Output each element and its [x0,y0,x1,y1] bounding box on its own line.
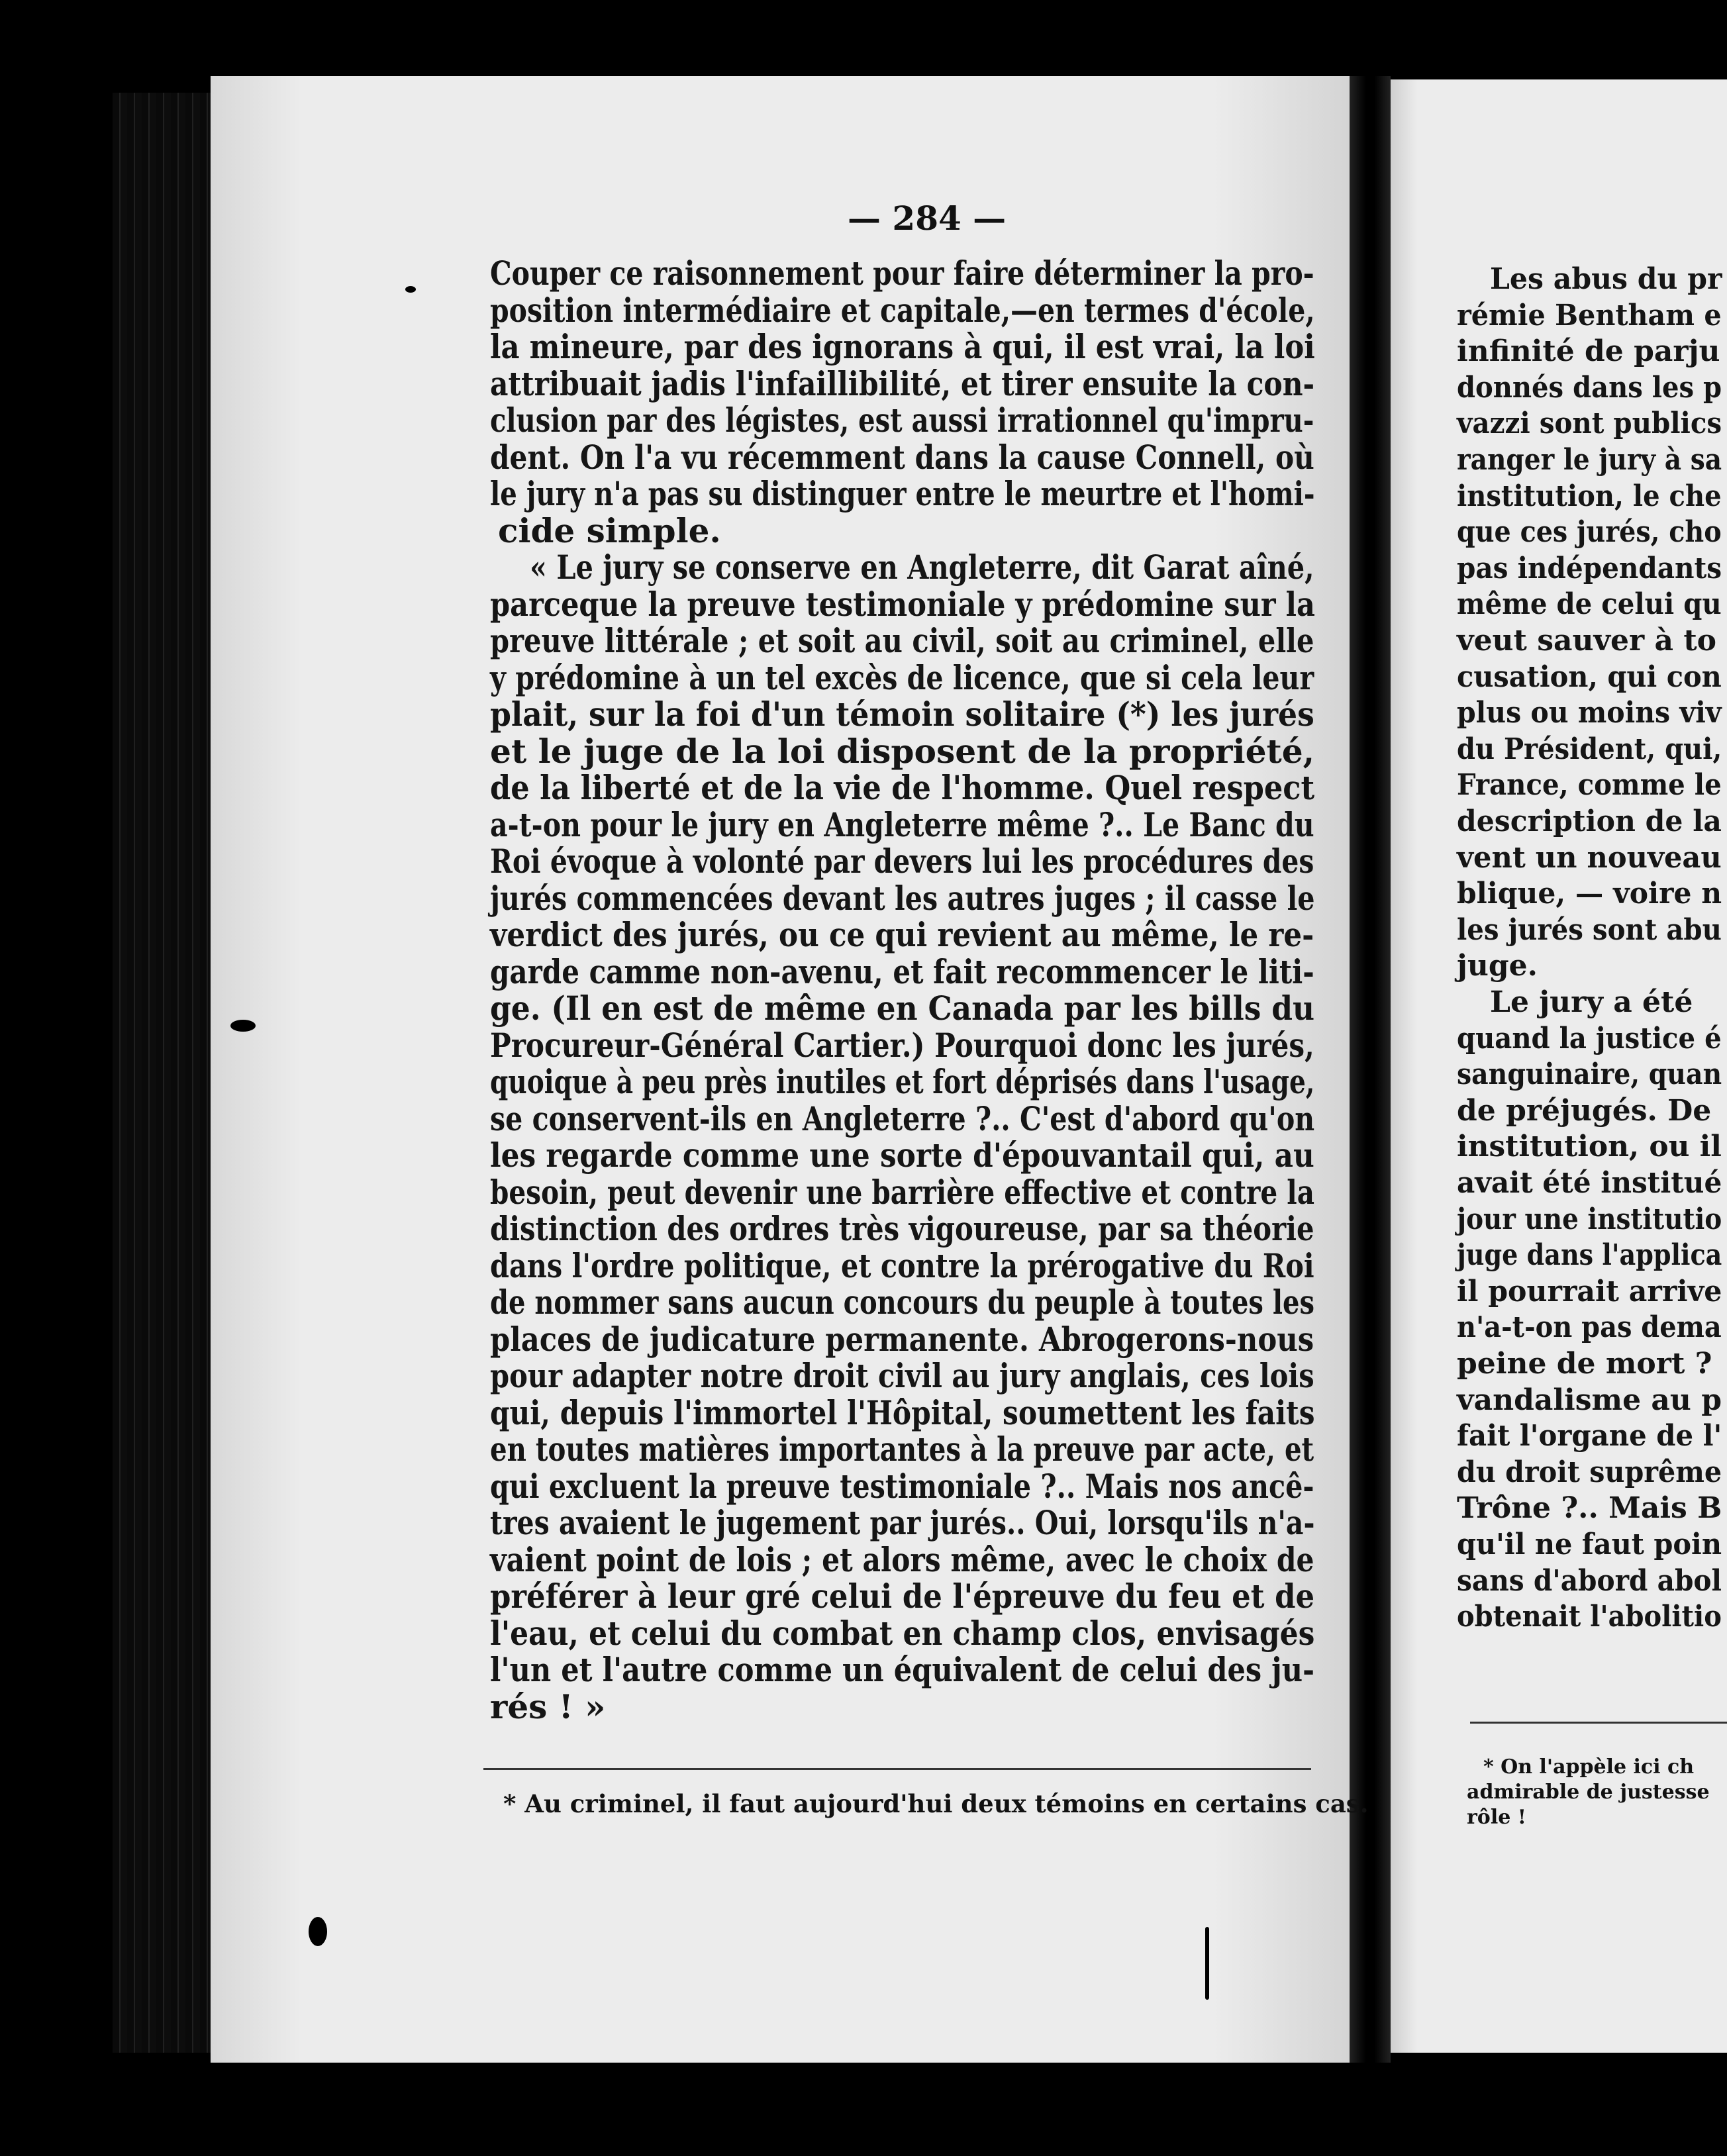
footnote-rule [483,1768,1311,1770]
text-line: Roi évoque à volonté par devers lui les procédures des [490,842,1314,881]
text-line: en toutes matières importantes à la preuve par acte, et [490,1430,1314,1469]
right-text-line: obtenait l'abolitio [1457,1600,1722,1634]
right-text-line: sanguinaire, quan [1457,1057,1722,1092]
text-line: a-t-on pour le jury en Angleterre même ?.. Le Banc du [490,805,1314,844]
right-text-line: du droit suprême [1457,1455,1722,1489]
text-line: tres avaient le jugement par jurés.. Oui, lorsqu'ils n'a- [490,1503,1315,1542]
text-line: « Le jury se conserve en Angleterre, dit Garat aîné, [530,548,1314,587]
text-line: se conservent-ils en Angleterre ?.. C'est d'abord qu'on [490,1099,1315,1138]
text-line: cide simple. [498,511,721,550]
text-line: la mineure, par des ignorans à qui, il est vrai, la loi [490,327,1315,366]
text-line: l'un et l'autre comme un équivalent de celui des ju- [490,1650,1314,1689]
right-text-line: fait l'organe de l' [1457,1419,1722,1453]
text-line: places de judicature permanente. Abrogerons-nous [490,1319,1314,1359]
right-text-line: peine de mort ? [1457,1347,1712,1381]
right-text-line: France, comme le [1457,768,1722,803]
footnote: * Au criminel, il faut aujourd'hui deux témoins en certains cas. [503,1789,1369,1818]
text-line: plait, sur la foi d'un témoin solitaire (*) les jurés [490,695,1314,734]
text-line: garde camme non-avenu, et fait recommencer le liti- [490,952,1314,991]
text-line: pour adapter notre droit civil au jury anglais, ces lois [490,1356,1314,1395]
right-text-line: n'a-t-on pas dema [1457,1310,1722,1345]
text-line: préférer à leur gré celui de l'épreuve du feu et de [490,1577,1315,1616]
right-text-line: de préjugés. De [1457,1093,1712,1128]
right-text-line: sans d'abord abol [1457,1563,1722,1598]
book-page-edges [113,93,212,2053]
text-line: besoin, peut devenir une barrière effective et contre la [490,1172,1314,1212]
text-line: dent. On l'a vu récemment dans la cause Connell, où [490,437,1314,477]
right-text-line: que ces jurés, cho [1457,515,1722,550]
right-text-line: jour une institutio [1457,1202,1722,1236]
text-line: Couper ce raisonnement pour faire déterminer la pro- [490,254,1314,293]
right-text-line: pas indépendants [1457,551,1722,585]
text-line: verdict des jurés, ou ce qui revient au même, le re- [490,915,1314,954]
right-text-line: il pourrait arrive [1457,1274,1722,1308]
right-text-line: même de celui qu [1457,587,1722,622]
right-text-line: Les abus du pr [1490,262,1722,296]
right-text-line: les jurés sont abu [1457,912,1722,947]
text-line: rés ! » [490,1687,606,1726]
text-line: le jury n'a pas su distinguer entre le meurtre et l'homi- [490,474,1315,513]
text-line: preuve littérale ; et soit au civil, soit au criminel, elle [490,621,1314,660]
right-text-line: institution, ou il [1457,1130,1722,1164]
ink-speck [309,1917,327,1946]
right-text-line: ranger le jury à sa [1457,443,1722,477]
right-text-line: cusation, qui con [1457,660,1722,694]
right-text-line: Le jury a été [1490,985,1693,1019]
right-text-line: plus ou moins viv [1457,696,1722,730]
right-footnote-line: admirable de justesse [1467,1781,1710,1804]
text-line: position intermédiaire et capitale,—en termes d'école, [490,290,1315,330]
right-footnote-line: rôle ! [1467,1806,1526,1829]
text-line: distinction des ordres très vigoureuse, par sa théorie [490,1209,1314,1248]
ink-mark [1205,1927,1209,2000]
text-line: jurés commencées devant les autres juges ; il casse le [490,878,1315,918]
right-text-line: blique, — voire n [1457,877,1722,911]
right-text-line: avait été institué [1457,1166,1722,1200]
right-text-line: vazzi sont publics [1457,407,1722,441]
right-text-line: qu'il ne faut poin [1457,1528,1722,1561]
right-text-line: infinité de parju [1457,334,1720,369]
text-line: Procureur-Général Cartier.) Pourquoi donc les jurés, [490,1025,1314,1065]
right-text-line: vent un nouveau [1457,840,1722,875]
text-line: vaient point de lois ; et alors même, avec le choix de [490,1540,1314,1579]
right-text-line: vandalisme au p [1457,1383,1722,1417]
ink-speck [230,1020,256,1032]
text-line: les regarde comme une sorte d'épouvantail qui, au [490,1136,1314,1175]
right-text-line: juge dans l'applica [1457,1238,1722,1273]
text-line: quoique à peu près inutiles et fort déprisés dans l'usage, [490,1062,1315,1101]
text-line: l'eau, et celui du combat en champ clos, envisagés [490,1613,1315,1653]
right-text-line: institution, le che [1457,479,1722,513]
right-text-line: du Président, qui, [1457,732,1722,766]
right-text-line: quand la justice é [1457,1021,1722,1055]
text-line: attribuait jadis l'infaillibilité, et tirer ensuite la con- [490,364,1315,403]
text-line: clusion par des légistes, est aussi irrationnel qu'impru- [490,401,1314,440]
text-line: qui excluent la preuve testimoniale ?.. Mais nos ancê- [490,1466,1314,1506]
text-line: y prédomine à un tel excès de licence, que si cela leur [490,658,1314,697]
text-line: de la liberté et de la vie de l'homme. Quel respect [490,768,1315,807]
right-text-line: Trône ?.. Mais B [1457,1491,1722,1526]
right-text-line: rémie Bentham e [1457,298,1722,332]
text-line: dans l'ordre politique, et contre la prérogative du Roi [490,1246,1314,1285]
right-text-line: donnés dans les p [1457,370,1722,405]
text-line: qui, depuis l'immortel l'Hôpital, soumettent les faits [490,1393,1315,1432]
right-text-line: veut sauver à to [1457,624,1717,658]
right-footnote-rule [1470,1722,1727,1724]
text-line: et le juge de la loi disposent de la propriété, [490,731,1315,771]
page-number: — 284 — [848,199,1007,238]
text-line: ge. (Il en est de même en Canada par les bills du [490,989,1315,1028]
text-line: parceque la preuve testimoniale y prédomine sur la [490,584,1315,624]
right-text-line: juge. [1457,949,1538,983]
right-text-line: description de la [1457,805,1722,838]
book-gutter [1350,76,1391,2063]
right-footnote-line: * On l'appèle ici ch [1483,1755,1695,1779]
text-line: de nommer sans aucun concours du peuple à toutes les [490,1283,1314,1322]
ink-speck [405,286,416,293]
